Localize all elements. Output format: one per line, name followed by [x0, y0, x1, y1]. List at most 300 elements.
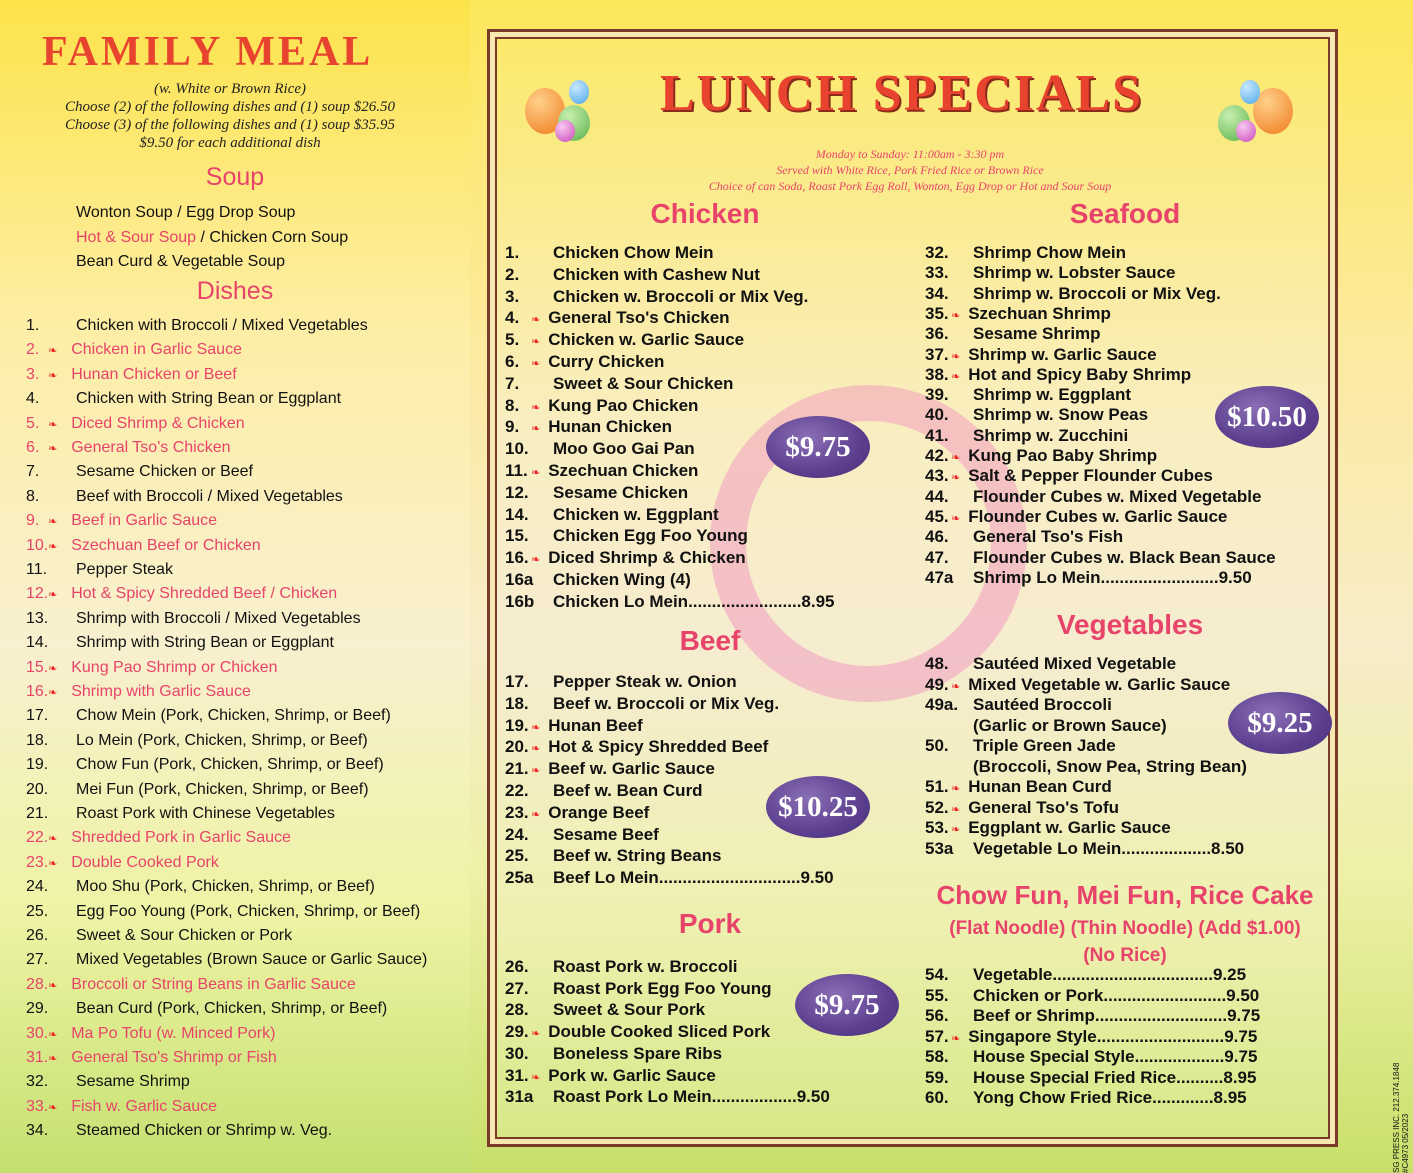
- menu-item: [505, 737, 768, 757]
- menu-item: [26, 976, 356, 994]
- chili-pepper-icon: ❧: [531, 358, 541, 370]
- menu-item: [26, 659, 278, 677]
- chili-pepper-icon: ❧: [48, 516, 58, 529]
- menu-item-number: 8.: [26, 487, 40, 505]
- menu-item-number: 21.: [505, 759, 529, 779]
- menu-item-name: Vegetable..................................9.25: [973, 965, 1247, 984]
- menu-item-number: 16.: [505, 548, 529, 568]
- seafood-price-badge: $10.50: [1215, 386, 1319, 448]
- menu-item-number: 14.: [26, 634, 49, 652]
- menu-item-name: Roast Pork Lo Mein..................9.50: [553, 1087, 830, 1107]
- chili-pepper-icon: ❧: [951, 452, 961, 464]
- menu-item-number: 57.: [925, 1026, 949, 1046]
- menu-item: [26, 561, 173, 579]
- menu-item-name: House Special Fried Rice..........8.95: [973, 1067, 1257, 1087]
- menu-item-number: 35.: [925, 303, 949, 323]
- menu-item: [505, 1022, 770, 1042]
- chili-pepper-icon: ❧: [951, 824, 961, 836]
- menu-item-name: Double Cooked Pork: [71, 853, 219, 871]
- menu-item-number: 18.: [26, 731, 49, 749]
- menu-item-name: Hunan Bean Curd: [968, 777, 1112, 796]
- menu-item-number: 45.: [925, 506, 949, 526]
- menu-item: [505, 396, 698, 416]
- menu-item: [505, 374, 733, 394]
- chili-pepper-icon: ❧: [48, 857, 58, 870]
- menu-item: [505, 957, 738, 977]
- chili-pepper-icon: ❧: [48, 540, 58, 553]
- menu-item-name: Beef w. Bean Curd: [553, 781, 703, 800]
- chicken-heading: Chicken: [650, 198, 760, 229]
- soup-heading: Soup: [205, 163, 265, 191]
- menu-item: [925, 446, 1157, 466]
- menu-item: [26, 805, 335, 823]
- menu-item-name: Shrimp w. Lobster Sauce: [973, 263, 1176, 283]
- menu-item: [26, 854, 219, 872]
- chili-pepper-icon: ❧: [531, 721, 541, 734]
- menu-item-number: 42.: [925, 446, 949, 465]
- menu-item: [505, 570, 691, 590]
- menu-item-number: 30.: [505, 1043, 529, 1063]
- menu-item: [925, 1068, 1256, 1088]
- menu-item-number: 34.: [925, 283, 949, 303]
- menu-item-name: Beef or Shrimp............................9.75: [973, 1006, 1261, 1025]
- menu-item-name: Sesame Beef: [553, 824, 659, 844]
- menu-item-number: 60.: [925, 1088, 949, 1107]
- menu-item-name: Sweet & Sour Chicken: [553, 373, 734, 393]
- menu-item: [925, 757, 1247, 777]
- menu-item-name: Hunan Beef: [548, 715, 643, 735]
- menu-item-name: Sesame Chicken: [553, 482, 689, 502]
- menu-item-name: Kung Pao Chicken: [548, 395, 699, 415]
- menu-item-number: 49.: [925, 674, 949, 694]
- menu-item-name: Eggplant w. Garlic Sauce: [968, 818, 1171, 837]
- menu-item: [505, 803, 649, 823]
- menu-item-name: Shrimp with Broccoli / Mixed Vegetables: [76, 609, 361, 627]
- menu-item-number: 20.: [26, 780, 49, 798]
- chili-pepper-icon: ❧: [48, 1101, 58, 1114]
- menu-item: [925, 263, 1175, 283]
- menu-item: [26, 488, 343, 506]
- menu-item: [26, 951, 427, 969]
- chili-pepper-icon: ❧: [531, 423, 541, 436]
- menu-item: [925, 1006, 1260, 1026]
- menu-item-number: 25a: [505, 868, 534, 888]
- menu-item-number: 22.: [26, 829, 49, 847]
- menu-item: [925, 304, 1111, 324]
- menu-item: [505, 330, 744, 350]
- chili-pepper-icon: ❧: [531, 336, 541, 349]
- menu-item-number: 9.: [26, 512, 40, 530]
- beef-heading: Beef: [679, 625, 741, 656]
- menu-item-number: 27.: [26, 951, 49, 969]
- menu-item-number: 14.: [505, 504, 529, 524]
- menu-item: [505, 979, 772, 999]
- menu-item: [925, 405, 1148, 425]
- menu-item: [505, 308, 730, 328]
- chili-pepper-icon: ❧: [48, 1053, 58, 1065]
- menu-item: [505, 1066, 716, 1086]
- menu-item-number: 6.: [26, 439, 40, 456]
- menu-item-number: 48.: [925, 654, 949, 673]
- menu-item: [925, 818, 1171, 838]
- lunch-specials-title: LUNCH SPECIALS: [660, 65, 1144, 122]
- family-meal-additional: $9.50 for each additional dish: [139, 135, 321, 151]
- menu-item-number: 36.: [925, 324, 949, 344]
- menu-item: [505, 781, 703, 801]
- menu-item: [26, 415, 245, 433]
- menu-item-number: 47.: [925, 547, 949, 567]
- soup-item: Wonton Soup / Egg Drop Soup: [76, 204, 296, 221]
- menu-item: [505, 716, 643, 736]
- menu-item-number: 10.: [26, 536, 49, 554]
- menu-item-number: 53.: [925, 818, 949, 837]
- menu-item: [925, 798, 1119, 818]
- menu-item-number: 28.: [505, 1000, 529, 1020]
- menu-item: [26, 390, 341, 408]
- menu-item-name: Chicken with Cashew Nut: [553, 264, 760, 284]
- menu-item: [26, 756, 384, 774]
- menu-item-name: Chow Mein (Pork, Chicken, Shrimp, or Beef): [76, 707, 391, 725]
- menu-item: [505, 461, 698, 481]
- menu-item: [505, 868, 834, 888]
- menu-item: [505, 526, 748, 546]
- vegetables-heading: Vegetables: [1056, 609, 1204, 640]
- menu-item-number: 1.: [26, 317, 40, 334]
- menu-item-number: 51.: [925, 777, 949, 796]
- menu-item-number: 55.: [925, 985, 949, 1005]
- vegetables-price-badge: $9.25: [1228, 692, 1332, 754]
- menu-item-name: Sweet & Sour Chicken or Pork: [76, 927, 293, 944]
- menu-item-number: 10.: [505, 439, 529, 459]
- menu-item-number: 28.: [26, 975, 49, 993]
- menu-item: [505, 759, 715, 779]
- menu-item-name: Vegetable Lo Mein...................8.50: [973, 838, 1245, 858]
- menu-item-number: 49a.: [925, 695, 959, 714]
- menu-item: [505, 1044, 722, 1064]
- menu-item-name: Yong Chow Fried Rice.............8.95: [973, 1088, 1247, 1107]
- menu-item-number: 15.: [26, 658, 49, 676]
- menu-item-number: 12.: [505, 482, 529, 502]
- menu-item-name: Mixed Vegetables (Brown Sauce or Garlic Sauce): [76, 951, 428, 969]
- menu-item-name: Flounder Cubes w. Black Bean Sauce: [973, 547, 1276, 567]
- chili-pepper-icon: ❧: [531, 1071, 541, 1084]
- menu-item-name: Lo Mein (Pork, Chicken, Shrimp, or Beef): [76, 731, 368, 749]
- menu-item-name: Shrimp with Garlic Sauce: [71, 683, 251, 700]
- menu-item-number: 39.: [925, 385, 949, 405]
- chili-pepper-icon: ❧: [951, 803, 961, 816]
- menu-item-number: 40.: [925, 405, 949, 425]
- menu-item-number: 31a: [505, 1087, 534, 1107]
- menu-item: [26, 366, 237, 384]
- menu-item-number: 25.: [26, 902, 49, 920]
- menu-item: [26, 878, 375, 896]
- menu-item-name: Egg Foo Young (Pork, Chicken, Shrimp, or Beef): [76, 902, 421, 920]
- chili-pepper-icon: ❧: [951, 680, 961, 693]
- menu-item-number: 29.: [26, 1000, 49, 1018]
- chili-pepper-icon: ❧: [531, 401, 541, 414]
- menu-item: [925, 365, 1191, 385]
- printer-credit: SG PRESS INC. 212.374.1848 #C4973 05/2023: [1392, 1062, 1410, 1173]
- menu-item: [26, 1000, 387, 1018]
- family-meal-rice-note: (w. White or Brown Rice): [153, 81, 307, 97]
- menu-item: [26, 585, 337, 603]
- menu-item-number: 4.: [26, 390, 40, 408]
- menu-item-name: Bean Curd (Pork, Chicken, Shrimp, or Beef): [76, 1000, 388, 1018]
- menu-item-number: 41.: [925, 425, 949, 445]
- menu-item-name: Beef Lo Mein..............................9.50: [553, 868, 834, 888]
- seafood-heading: Seafood: [1069, 198, 1181, 229]
- menu-item-name: Flounder Cubes w. Garlic Sauce: [968, 506, 1228, 526]
- menu-item-name: Chow Fun (Pork, Chicken, Shrimp, or Beef): [76, 756, 384, 774]
- menu-item: [505, 592, 835, 612]
- menu-item-number: 20.: [505, 737, 529, 757]
- menu-item: [925, 695, 1112, 715]
- menu-item-number: 16b: [505, 591, 535, 611]
- menu-item-number: 3.: [26, 365, 40, 383]
- menu-item-number: 23.: [26, 853, 49, 871]
- chili-pepper-icon: ❧: [531, 314, 541, 327]
- lunch-hours: Monday to Sunday: 11:00am - 3:30 pm: [815, 147, 1005, 161]
- menu-item-name: Shredded Pork in Garlic Sauce: [71, 829, 291, 847]
- menu-item: [26, 781, 369, 799]
- menu-item-name: Double Cooked Sliced Pork: [548, 1022, 771, 1042]
- menu-item-name: Chicken with Broccoli / Mixed Vegetables: [76, 317, 368, 334]
- soup-spicy-label: Hot & Sour Soup: [76, 229, 197, 246]
- menu-item-name: Mixed Vegetable w. Garlic Sauce: [968, 674, 1231, 694]
- menu-item-name: House Special Style...................9.75: [973, 1047, 1258, 1066]
- menu-item-number: 17.: [26, 707, 49, 725]
- menu-item: [26, 1122, 332, 1140]
- menu-item: [505, 672, 737, 692]
- menu-item-number: 33.: [925, 263, 949, 283]
- menu-item-name: Chicken Egg Foo Young: [553, 526, 748, 546]
- menu-item-number: 29.: [505, 1022, 529, 1042]
- menu-item-name: Hot and Spicy Baby Shrimp: [968, 364, 1192, 384]
- chow-fun-noodle-note: (Flat Noodle) (Thin Noodle) (Add $1.00): [949, 918, 1301, 939]
- menu-item: [505, 287, 808, 307]
- menu-item-number: 3.: [505, 286, 520, 306]
- menu-item-name: Chicken w. Eggplant: [553, 504, 719, 524]
- menu-item: [925, 568, 1252, 588]
- menu-item-name: Kung Pao Shrimp or Chicken: [71, 658, 278, 676]
- menu-item-name: Shrimp with String Bean or Eggplant: [76, 634, 334, 652]
- chili-pepper-icon: ❧: [48, 833, 58, 846]
- soup-item: Bean Curd & Vegetable Soup: [76, 253, 286, 270]
- menu-item-name: Roast Pork with Chinese Vegetables: [76, 805, 335, 822]
- menu-item-number: 16a: [505, 570, 534, 589]
- menu-item-number: 6.: [505, 352, 520, 371]
- chili-pepper-icon: ❧: [951, 472, 961, 485]
- menu-item-name: Sesame Shrimp: [76, 1073, 190, 1091]
- menu-item: [925, 507, 1227, 527]
- chili-pepper-icon: ❧: [48, 369, 58, 382]
- menu-item-name: Orange Beef: [548, 802, 650, 822]
- menu-item-number: 1.: [505, 243, 520, 262]
- menu-item-name: Salt & Pepper Flounder Cubes: [968, 466, 1213, 486]
- menu-item-name: Curry Chicken: [548, 352, 665, 371]
- menu-item-name: Steamed Chicken or Shrimp w. Veg.: [76, 1122, 333, 1140]
- menu-item: [26, 1098, 217, 1116]
- chili-pepper-icon: ❧: [951, 309, 961, 322]
- menu-item-name: Shrimp Lo Mein.........................9.50: [973, 567, 1252, 587]
- menu-item-number: 43.: [925, 466, 949, 486]
- menu-item: [925, 527, 1123, 547]
- menu-item-name: Broccoli or String Beans in Garlic Sauce: [71, 975, 356, 993]
- menu-item: [505, 825, 659, 845]
- menu-item-number: 15.: [505, 526, 529, 546]
- menu-item-name: Sautéed Mixed Vegetable: [973, 654, 1177, 673]
- menu-item-name: Boneless Spare Ribs: [553, 1043, 723, 1063]
- chili-pepper-icon: ❧: [48, 443, 58, 455]
- menu-item-name: Moo Shu (Pork, Chicken, Shrimp, or Beef): [76, 878, 375, 896]
- menu-item: [505, 505, 719, 525]
- menu-item-name: Pepper Steak: [76, 561, 173, 578]
- menu-item: [925, 426, 1128, 446]
- menu-item-name: Pork w. Garlic Sauce: [548, 1065, 716, 1085]
- soup-label: / Chicken Corn Soup: [196, 229, 349, 246]
- dishes-heading: Dishes: [196, 277, 274, 305]
- menu-item: [925, 487, 1261, 507]
- menu-item-name: Chicken Chow Mein: [553, 243, 714, 262]
- menu-item-number: 33.: [26, 1097, 49, 1115]
- chicken-price-badge: $9.75: [766, 416, 870, 478]
- menu-item-name: Fish w. Garlic Sauce: [71, 1097, 218, 1115]
- menu-item: [26, 463, 253, 481]
- menu-item-name: General Tso's Shrimp or Fish: [71, 1049, 277, 1066]
- menu-item-number: 38.: [925, 364, 949, 384]
- menu-item-number: 27.: [505, 978, 529, 998]
- menu-item-name: Sweet & Sour Pork: [553, 1000, 706, 1020]
- menu-item-name: Sesame Shrimp: [973, 324, 1101, 344]
- menu-item-name: Chicken Wing (4): [553, 570, 691, 589]
- chili-pepper-icon: ❧: [531, 743, 541, 756]
- menu-item-name: General Tso's Fish: [973, 527, 1124, 547]
- beef-price-badge: $10.25: [766, 776, 870, 838]
- menu-item-name: Roast Pork Egg Foo Young: [553, 978, 772, 998]
- menu-item-name: General Tso's Chicken: [548, 308, 730, 328]
- chili-pepper-icon: ❧: [48, 345, 58, 358]
- lunch-side-choice: Choice of can Soda, Roast Pork Egg Roll, Wonton, Egg Drop or Hot and Sour Soup: [708, 179, 1112, 193]
- menu-item: [26, 610, 361, 628]
- chili-pepper-icon: ❧: [48, 979, 58, 992]
- menu-item-number: 25.: [505, 846, 529, 866]
- menu-item-number: 26.: [505, 957, 529, 976]
- menu-item: [26, 683, 251, 701]
- menu-item-name: Shrimp w. Garlic Sauce: [968, 344, 1157, 364]
- menu-item: [26, 707, 391, 725]
- soup-item: [76, 229, 348, 247]
- menu-item-name: Ma Po Tofu (w. Minced Pork): [71, 1024, 276, 1042]
- chow-fun-heading: Chow Fun, Mei Fun, Rice Cake: [936, 880, 1314, 910]
- menu-item-number: 2.: [26, 341, 40, 359]
- menu-item: [26, 439, 231, 457]
- menu-item-name: Mei Fun (Pork, Chicken, Shrimp, or Beef): [76, 780, 369, 798]
- menu-item: [505, 846, 721, 866]
- chili-pepper-icon: ❧: [48, 1028, 58, 1041]
- menu-item: [505, 1087, 830, 1107]
- pork-price-badge: $9.75: [795, 974, 899, 1036]
- menu-item-name: Chicken Lo Mein........................8.95: [553, 591, 835, 611]
- menu-item-name: Hunan Chicken or Beef: [71, 365, 237, 383]
- menu-item: [925, 466, 1213, 486]
- menu-item: [26, 1073, 190, 1091]
- menu-item-number: 11.: [505, 461, 528, 480]
- menu-item: [26, 317, 368, 335]
- menu-item: [925, 1027, 1257, 1047]
- family-meal-option-3: Choose (3) of the following dishes and (1) soup $35.95: [65, 117, 395, 133]
- menu-item-number: 5.: [26, 414, 40, 432]
- menu-item-number: 24.: [26, 878, 49, 896]
- chili-pepper-icon: ❧: [531, 1028, 541, 1041]
- menu-item-name: Diced Shrimp & Chicken: [548, 548, 746, 568]
- menu-item-name: Sautéed Broccoli: [973, 695, 1112, 714]
- menu-item-name: (Broccoli, Snow Pea, String Bean): [973, 756, 1247, 776]
- menu-item-number: 19.: [505, 715, 529, 735]
- family-meal-option-2: Choose (2) of the following dishes and (1) soup $26.50: [65, 99, 395, 115]
- menu-item-number: 37.: [925, 344, 949, 364]
- menu-item-name: Roast Pork w. Broccoli: [553, 957, 738, 976]
- menu-item-name: Beef w. String Beans: [553, 846, 722, 866]
- menu-item-number: 31.: [505, 1065, 529, 1085]
- menu-item: [505, 1000, 705, 1020]
- menu-item-number: 17.: [505, 672, 529, 691]
- menu-item-name: Hot & Spicy Shredded Beef / Chicken: [71, 585, 338, 603]
- menu-item-name: Chicken w. Broccoli or Mix Veg.: [553, 286, 809, 306]
- menu-item-number: 23.: [505, 802, 529, 822]
- menu-item-name: General Tso's Chicken: [71, 439, 231, 456]
- chili-pepper-icon: ❧: [531, 467, 541, 479]
- menu-item-name: Chicken or Pork..........................9.50: [973, 985, 1260, 1005]
- menu-item: [925, 385, 1131, 405]
- menu-item: [26, 512, 217, 530]
- menu-item-number: 21.: [26, 805, 49, 822]
- menu-item-number: 32.: [925, 243, 949, 262]
- menu-item-number: 59.: [925, 1067, 949, 1087]
- chili-pepper-icon: ❧: [531, 554, 541, 567]
- menu-item: [925, 736, 1116, 756]
- menu-item-number: 53a: [925, 838, 954, 858]
- menu-item-number: 34.: [26, 1122, 49, 1140]
- menu-item-number: 9.: [505, 417, 520, 437]
- chili-pepper-icon: ❧: [951, 783, 961, 795]
- menu-item-name: Chicken with String Bean or Eggplant: [76, 390, 342, 408]
- menu-item-number: 46.: [925, 527, 949, 547]
- menu-item: [505, 694, 779, 714]
- menu-item: [505, 243, 714, 263]
- menu-item: [925, 548, 1276, 568]
- menu-item: [925, 965, 1246, 985]
- menu-item-number: 7.: [505, 373, 520, 393]
- menu-item-number: 16.: [26, 683, 49, 700]
- menu-item-name: Shrimp w. Broccoli or Mix Veg.: [973, 283, 1221, 303]
- menu-item: [925, 716, 1167, 736]
- menu-item-name: (Garlic or Brown Sauce): [973, 715, 1167, 735]
- chili-pepper-icon: ❧: [951, 1032, 961, 1045]
- menu-item-number: 32.: [26, 1073, 49, 1091]
- chili-pepper-icon: ❧: [951, 512, 961, 525]
- menu-item: [505, 439, 695, 459]
- menu-item-name: Szechuan Beef or Chicken: [71, 536, 261, 554]
- menu-item: [26, 537, 261, 555]
- menu-item-name: Shrimp Chow Mein: [973, 243, 1126, 262]
- menu-item: [26, 634, 334, 652]
- lunch-rice-note: Served with White Rice, Pork Fried Rice or Brown Rice: [776, 163, 1044, 177]
- menu-item-name: Shrimp w. Snow Peas: [973, 405, 1149, 425]
- menu-item: [925, 243, 1126, 263]
- chili-pepper-icon: ❧: [48, 418, 58, 431]
- menu-item-number: 11.: [26, 561, 48, 578]
- chili-pepper-icon: ❧: [48, 687, 58, 699]
